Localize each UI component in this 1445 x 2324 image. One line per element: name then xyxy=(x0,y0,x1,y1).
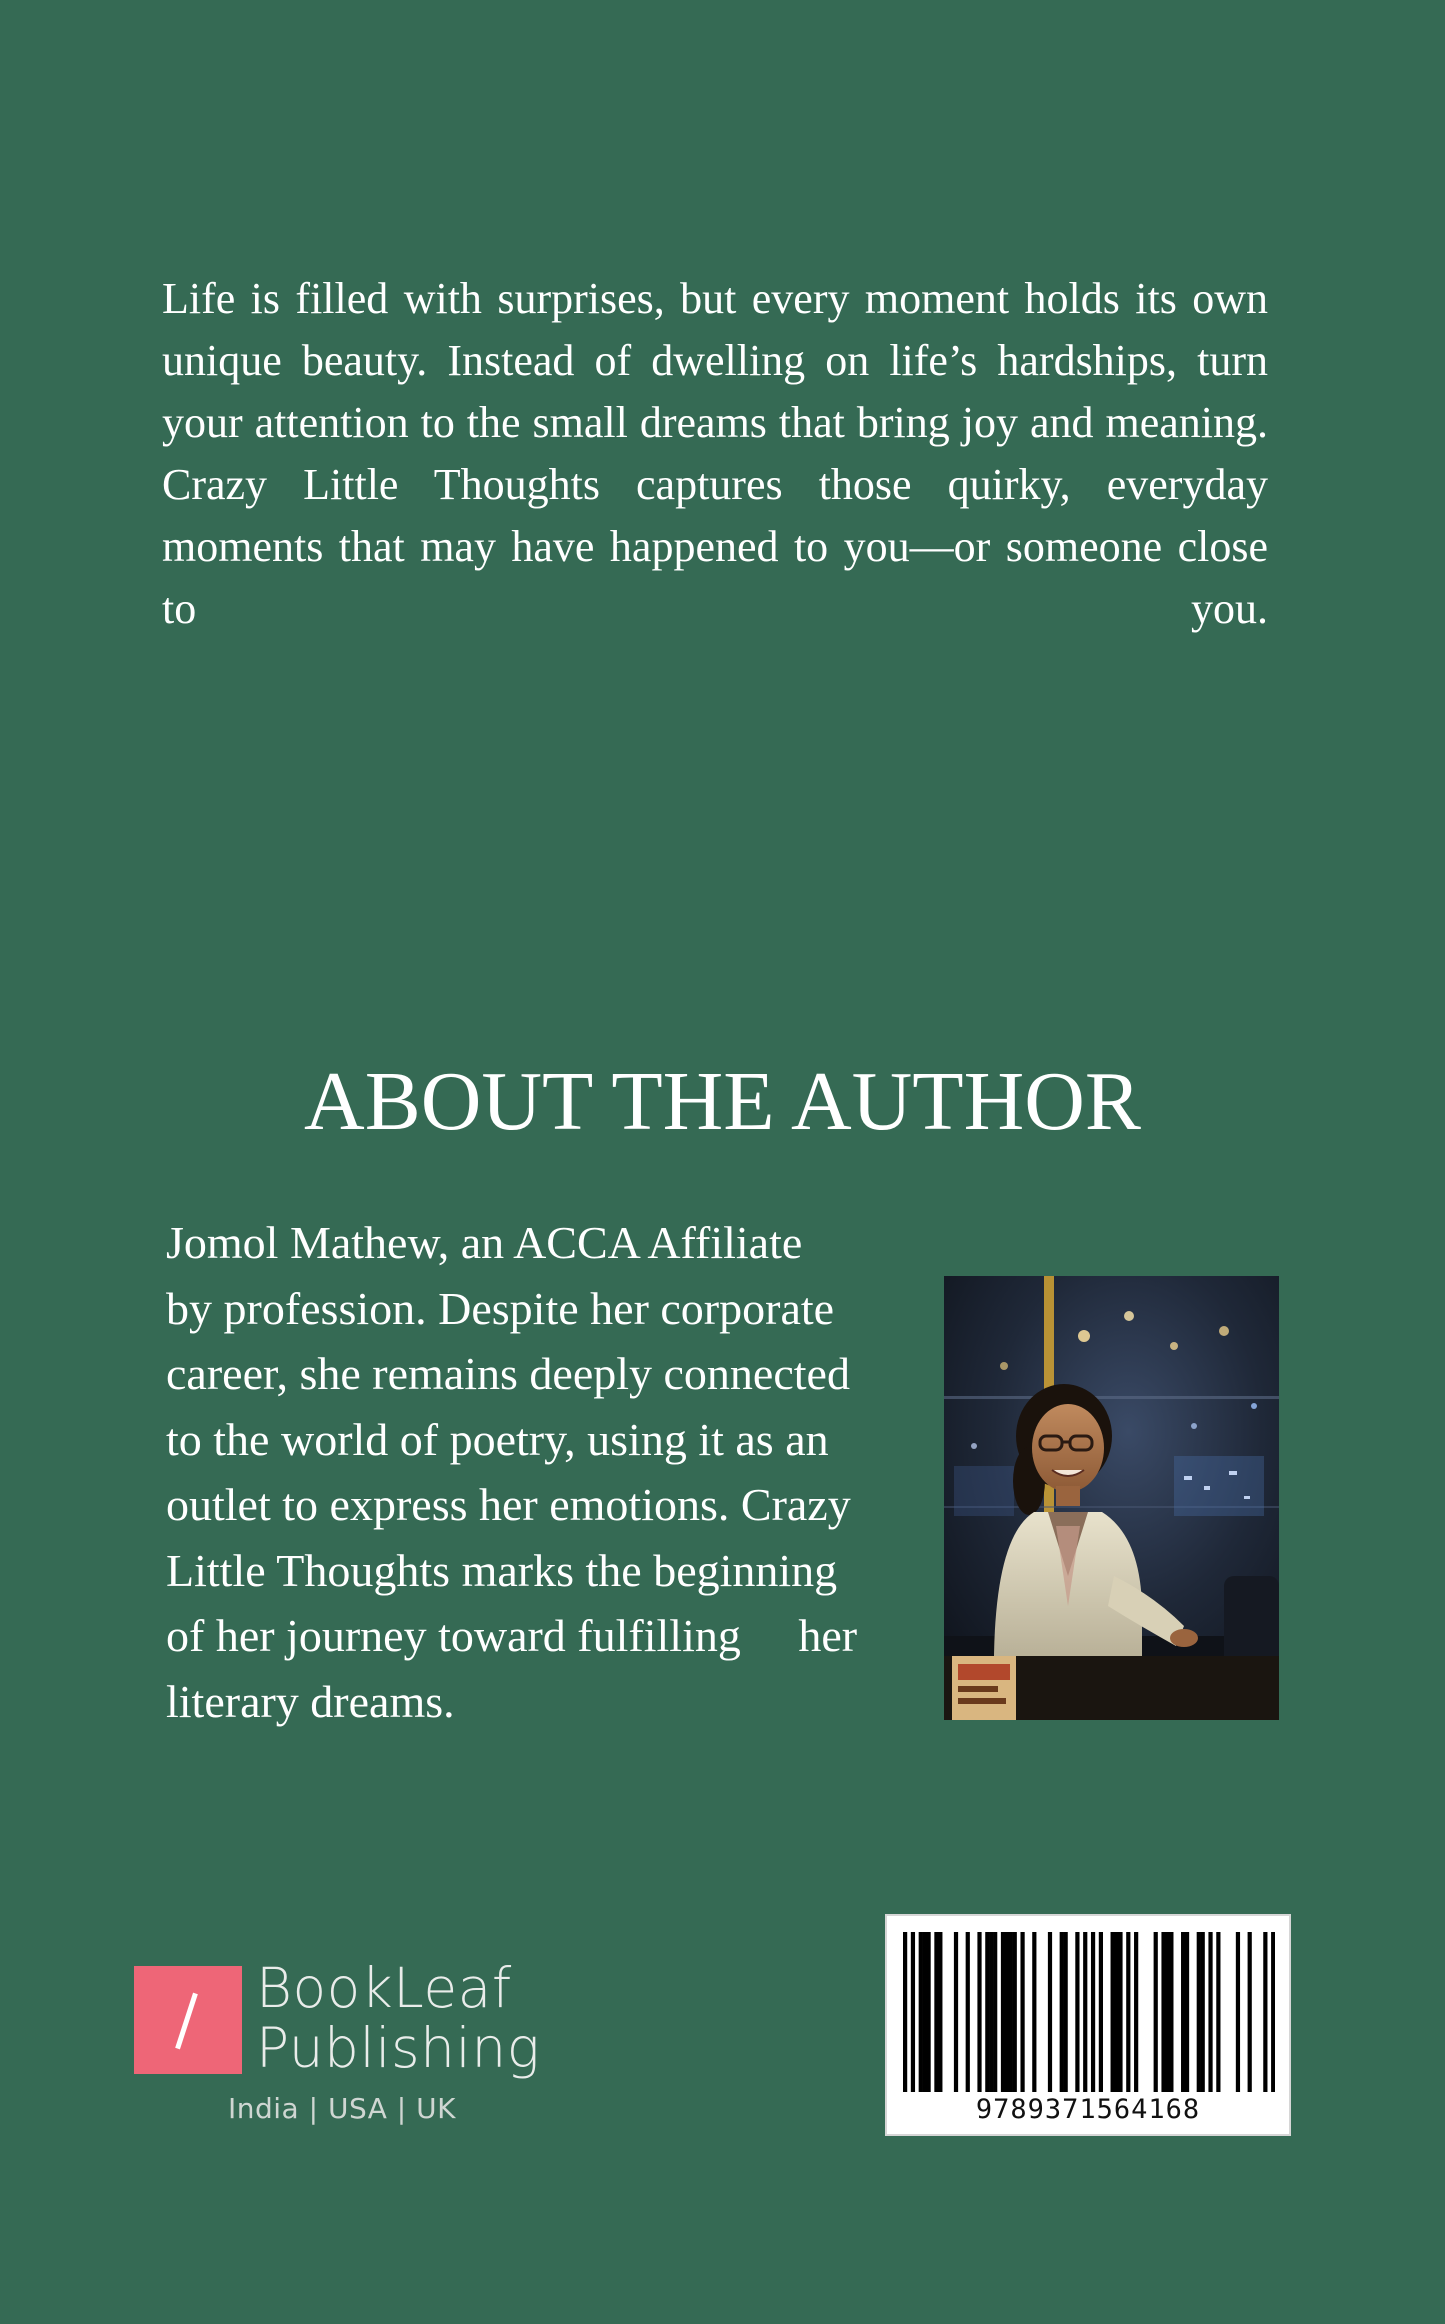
barcode-bar xyxy=(1048,1932,1052,2092)
barcode-bar xyxy=(1154,1932,1158,2092)
bio-line: Jomol Mathew, an ACCA Affiliate xyxy=(166,1217,803,1268)
barcode-bar xyxy=(1208,1932,1212,2092)
bio-line: literary dreams. xyxy=(166,1675,455,1727)
barcode-bar xyxy=(985,1932,989,2092)
barcode-bar xyxy=(919,1932,923,2092)
barcode-bar xyxy=(1083,1932,1087,2092)
barcode-bar xyxy=(1005,1932,1009,2092)
barcode-bar xyxy=(1009,1932,1013,2092)
barcode-bar xyxy=(911,1932,915,2092)
author-photo xyxy=(944,1276,1279,1720)
bio-line: by profession. Despite her corporate xyxy=(166,1282,835,1334)
barcode-bars xyxy=(903,1932,1275,2092)
back-cover-blurb: Life is filled with surprises, but every moment holds its own unique beauty. Instead of dwelling on life’s hardships, turn your attention to the small dreams that bring joy and meaning. Crazy Little Thoughts captures those quirky, everyday moments that may have happened to you—or someone close to you. xyxy=(162,274,1268,633)
barcode-bar xyxy=(1064,1932,1068,2092)
isbn-barcode xyxy=(885,1914,1291,2136)
barcode-bar xyxy=(1263,1932,1267,2092)
barcode-bar xyxy=(1114,1932,1118,2092)
slash-logo-icon xyxy=(134,1966,242,2074)
publisher-name-line1: BookLeaf xyxy=(256,1956,512,2020)
barcode-bar xyxy=(1126,1932,1130,2092)
barcode-bar xyxy=(1201,1932,1205,2092)
barcode-bar xyxy=(1181,1932,1185,2092)
bio-line: outlet to express her emotions. Crazy xyxy=(166,1479,851,1530)
author-bio xyxy=(166,1210,926,1734)
barcode-bar xyxy=(1020,1932,1024,2092)
barcode-bar xyxy=(954,1932,958,2092)
bio-line: of her journey toward fulfilling her xyxy=(166,1610,858,1661)
barcode-bar xyxy=(1001,1932,1005,2092)
barcode-bar xyxy=(926,1932,930,2092)
barcode-bar xyxy=(903,1932,907,2092)
barcode-bar xyxy=(1032,1932,1036,2092)
barcode-bar xyxy=(1248,1932,1252,2092)
bio-line: career, she remains deeply connected xyxy=(166,1348,850,1399)
barcode-bar xyxy=(1060,1932,1064,2092)
barcode-bar xyxy=(1091,1932,1095,2092)
barcode-bar xyxy=(1118,1932,1122,2092)
barcode-bar xyxy=(1099,1932,1103,2092)
publisher-name xyxy=(256,1958,540,2078)
barcode-bar xyxy=(934,1932,938,2092)
isbn-number: 9789371564168 xyxy=(975,2094,1201,2125)
barcode-bar xyxy=(1185,1932,1189,2092)
barcode-bar xyxy=(938,1932,942,2092)
barcode-bar xyxy=(1197,1932,1201,2092)
barcode-bar xyxy=(1111,1932,1115,2092)
barcode-bar xyxy=(977,1932,981,2092)
barcode-bar xyxy=(989,1932,993,2092)
barcode-bar xyxy=(993,1932,997,2092)
barcode-bar xyxy=(1216,1932,1220,2092)
barcode-bar xyxy=(1134,1932,1138,2092)
barcode-bar xyxy=(1013,1932,1017,2092)
barcode-bar xyxy=(923,1932,927,2092)
barcode-bar xyxy=(1271,1932,1275,2092)
bio-line: Little Thoughts marks the beginning xyxy=(166,1544,838,1596)
bio-line: to the world of poetry, using it as an xyxy=(166,1413,829,1465)
barcode-bar xyxy=(1169,1932,1173,2092)
barcode-bar xyxy=(1075,1932,1079,2092)
publisher-name-line2: Publishing xyxy=(256,2016,541,2080)
about-author-heading: ABOUT THE AUTHOR xyxy=(304,1055,1141,1148)
publisher-regions: India | USA | UK xyxy=(228,2092,456,2125)
barcode-bar xyxy=(1236,1932,1240,2092)
publisher-logo xyxy=(134,1958,554,2138)
barcode-bar xyxy=(966,1932,970,2092)
barcode-bar xyxy=(1165,1932,1169,2092)
barcode-bar xyxy=(1161,1932,1165,2092)
